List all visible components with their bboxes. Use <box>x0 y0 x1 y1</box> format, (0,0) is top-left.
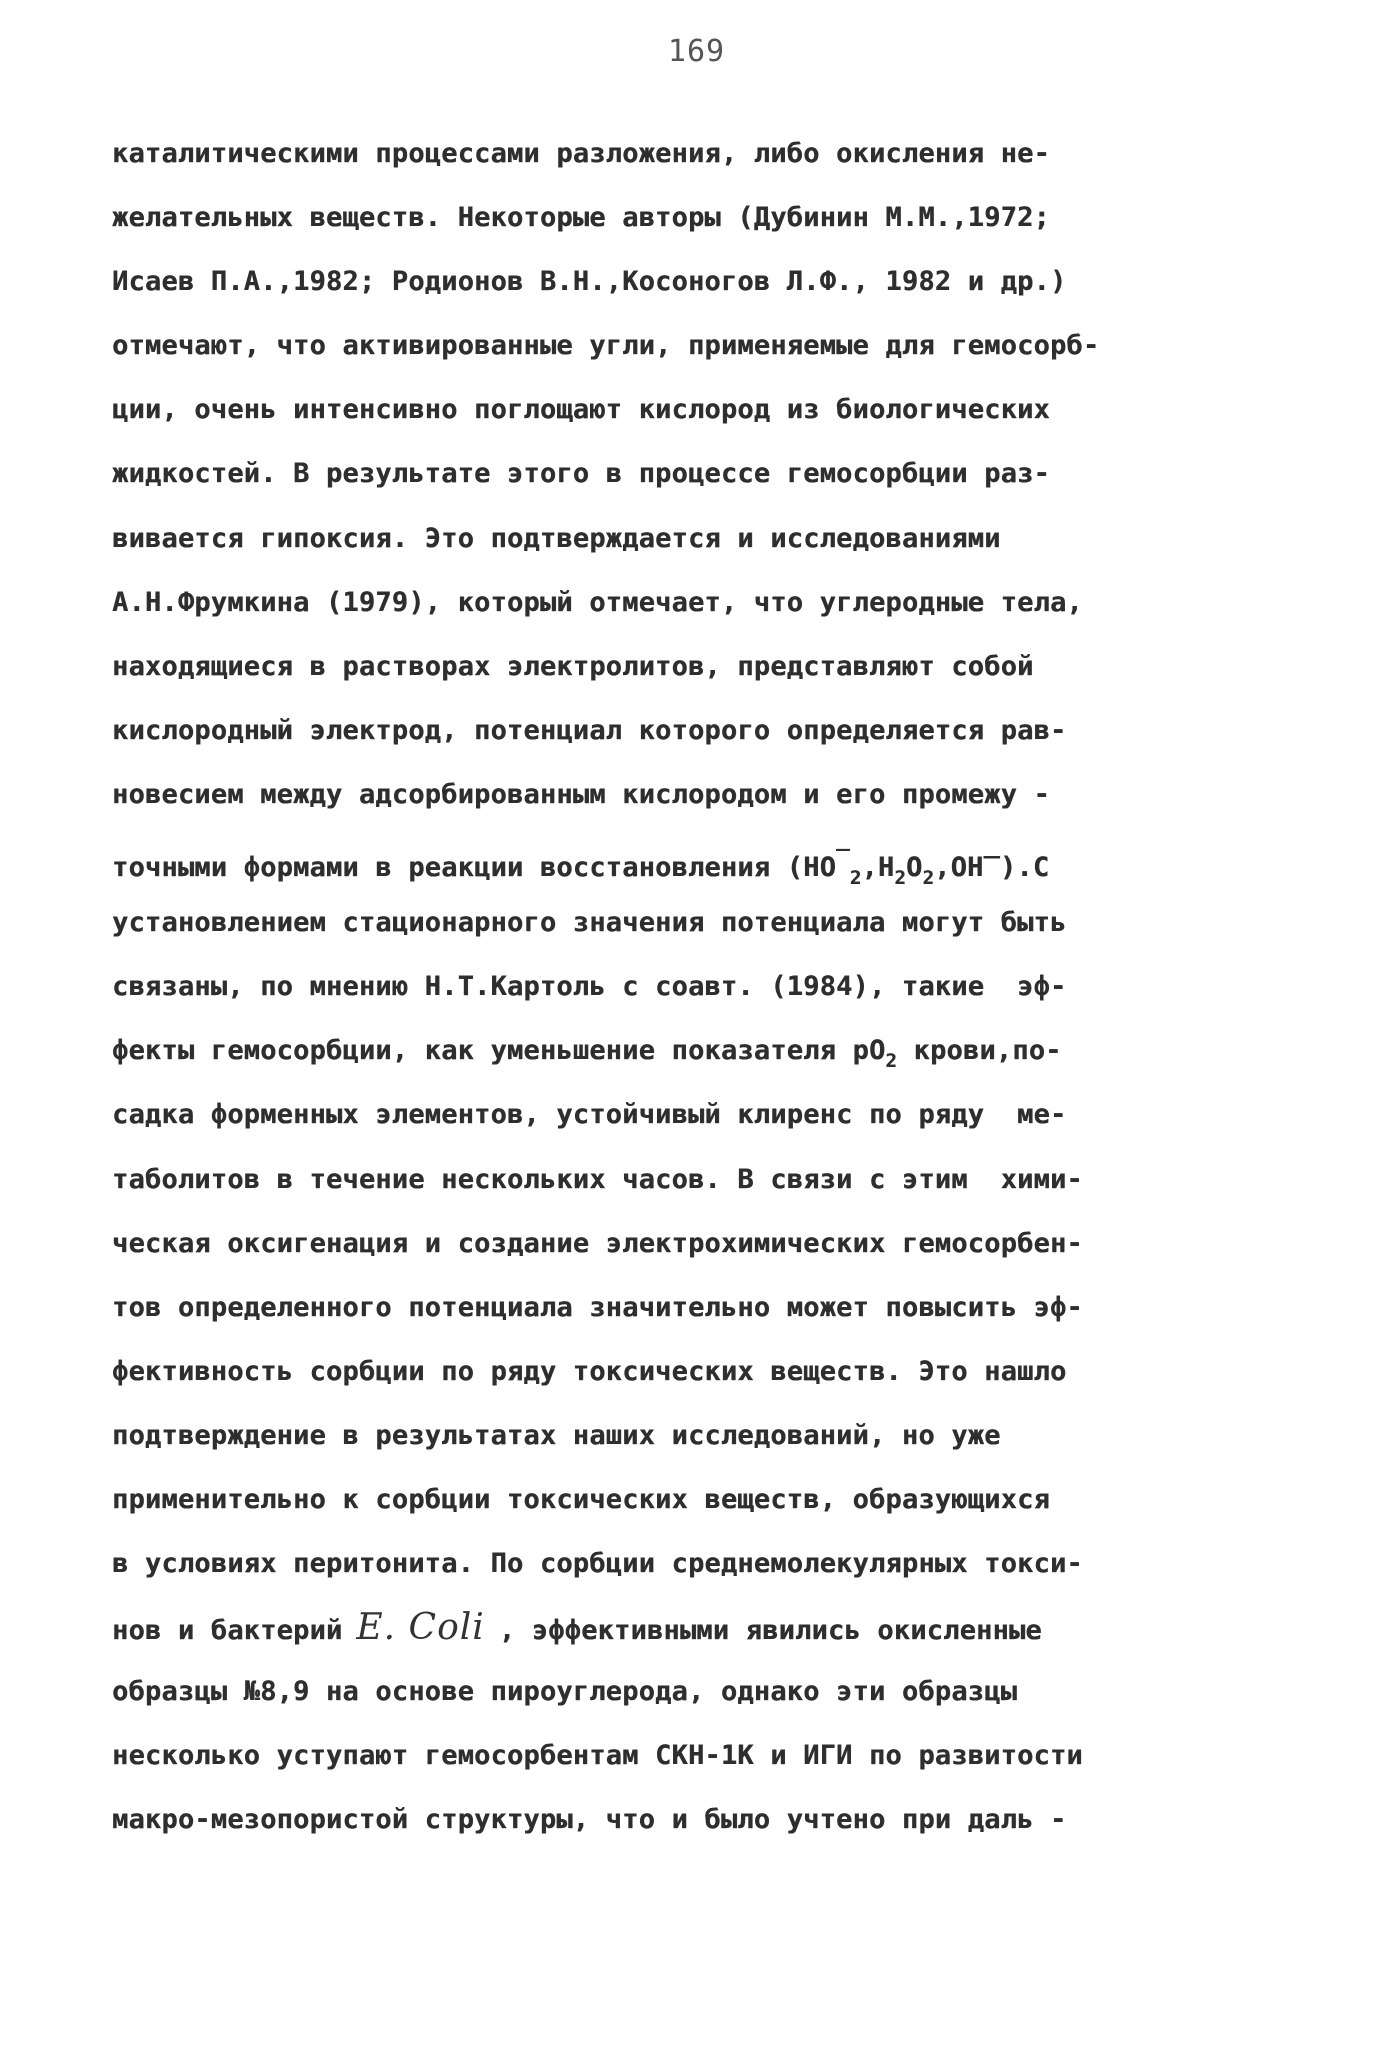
text-fragment: , эффективными явились окисленные <box>498 1615 1042 1647</box>
text-line: кислородный электрод, потенциал которого определяется рав- <box>112 714 1067 746</box>
text-line-handwritten <box>112 1596 1292 1660</box>
text-line: связаны, по мнению Н.Т.Картоль с соавт. (1984), такие эф- <box>112 971 1067 1003</box>
text-line-formula <box>112 827 1292 891</box>
text-line: каталитическими процессами разложения, либо окисления не- <box>112 138 1050 169</box>
text-line: фективность сорбции по ряду токсических веществ. Это нашло <box>112 1355 1067 1387</box>
text-line: ческая оксигенация и создание электрохимических гемосорбен- <box>112 1227 1083 1259</box>
text-line: макро-мезопористой структуры, что и было учтено при даль - <box>112 1804 1067 1836</box>
text-fragment: точными формами в реакции восстановления (НО <box>112 852 837 884</box>
text-fragment: нов и бактерий <box>112 1615 343 1647</box>
text-line: А.Н.Фрумкина (1979), который отмечает, что углеродные тела, <box>112 586 1083 618</box>
text-line: таболитов в течение нескольких часов. В связи с этим хими- <box>112 1163 1083 1195</box>
text-line: жидкостей. В результате этого в процессе гемосорбции раз- <box>112 458 1050 490</box>
text-line: садка форменных элементов, устойчивый клиренс по ряду ме- <box>112 1099 1067 1131</box>
text-line-formula <box>112 1019 1292 1083</box>
text-line: желательных веществ. Некоторые авторы (Дубинин М.М.,1972; <box>112 202 1050 234</box>
handwritten-insertion: E. Coli <box>356 1607 485 1649</box>
text-fragment: ,Н <box>861 852 895 884</box>
body-text <box>112 122 1292 1853</box>
subscript: 2 <box>849 867 862 890</box>
text-line: ции, очень интенсивно поглощают кислород из биологических <box>112 394 1050 426</box>
text-line: образцы №8,9 на основе пироуглерода, однако эти образцы <box>112 1676 1018 1708</box>
text-line: вивается гипоксия. Это подтверждается и исследованиями <box>112 522 1001 554</box>
text-line: установлением стационарного значения потенциала могут быть <box>112 907 1067 939</box>
text-line: подтверждение в результатах наших исследований, но уже <box>112 1419 1001 1451</box>
page-number: 169 <box>667 34 726 69</box>
text-fragment: ,ОН‾).С <box>934 852 1050 884</box>
text-line: новесием между адсорбированным кислородом и его промежу - <box>112 778 1050 810</box>
text-fragment: фекты гемосорбции, как уменьшение показателя рО <box>112 1035 886 1067</box>
text-line: тов определенного потенциала значительно может повысить эф- <box>112 1291 1083 1323</box>
text-fragment: О <box>906 852 923 884</box>
text-line: в условиях перитонита. По сорбции среднемолекулярных токси- <box>112 1548 1083 1580</box>
text-line: применительно к сорбции токсических веществ, образующихся <box>112 1483 1050 1515</box>
subscript: 2 <box>894 867 906 890</box>
subscript: 2 <box>922 867 935 890</box>
text-fragment: крови,по- <box>897 1035 1062 1067</box>
text-line: находящиеся в растворах электролитов, представляют собой <box>112 650 1034 682</box>
text-line: несколько уступают гемосорбентам СКН-1К и ИГИ по развитости <box>112 1740 1083 1772</box>
text-line: Исаев П.А.,1982; Родионов В.Н.,Косоногов Л.Ф., 1982 и др.) <box>112 266 1067 298</box>
text-line: отмечают, что активированные угли, применяемые для гемосорб- <box>112 330 1100 362</box>
subscript: 2 <box>885 1050 898 1073</box>
superscript: ‾ <box>836 846 850 873</box>
